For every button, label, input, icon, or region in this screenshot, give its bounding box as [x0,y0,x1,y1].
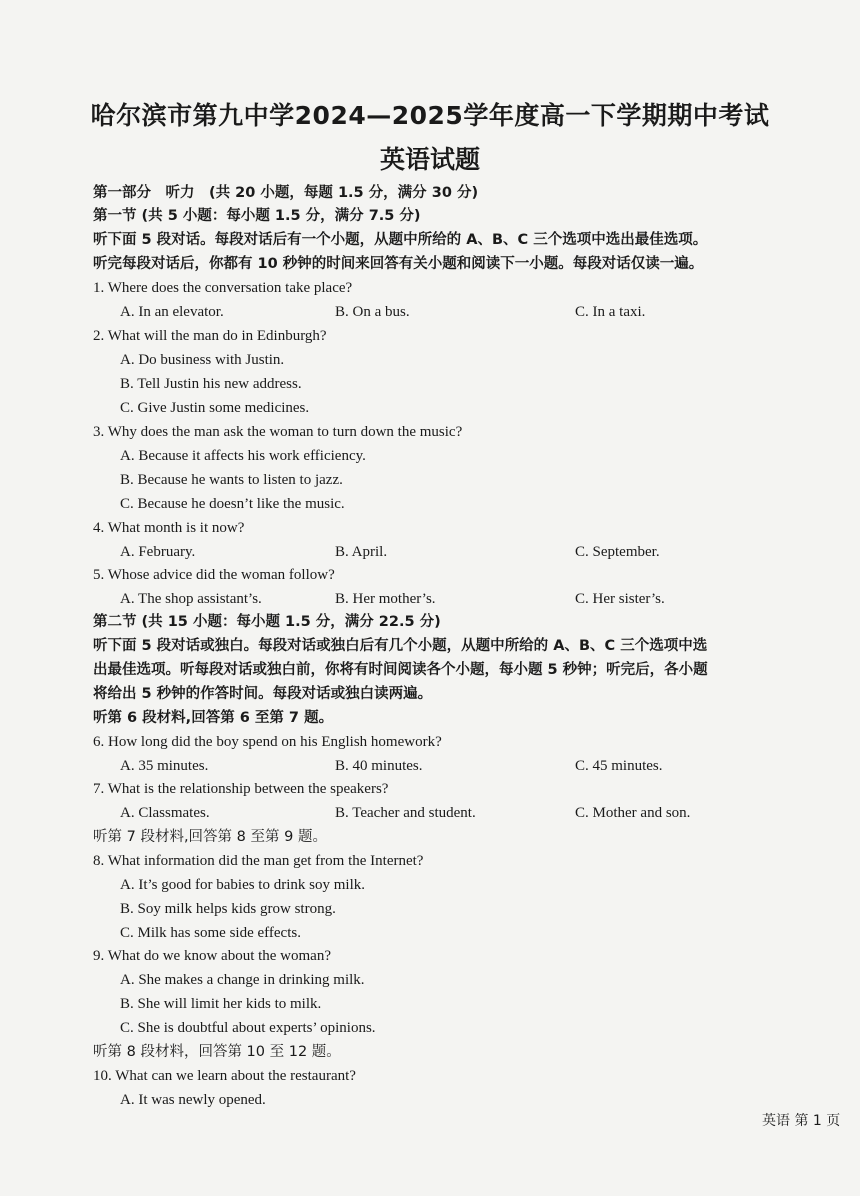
question-stem: 1. Where does the conversation take place? [93,280,353,296]
option-b: B. Soy milk helps kids grow strong. [120,901,336,917]
option-b: B. Tell Justin his new address. [120,376,302,392]
option-c: C. Milk has some side effects. [120,925,301,941]
option-b: B. 40 minutes. [335,758,423,774]
question-stem: 5. Whose advice did the woman follow? [93,567,335,583]
option-a: A. She makes a change in drinking milk. [120,972,365,988]
question-stem: 2. What will the man do in Edinburgh? [93,328,327,344]
option-a: A. It was newly opened. [120,1092,266,1108]
option-a: A. In an elevator. [120,304,224,320]
option-a: A. The shop assistant’s. [120,591,262,607]
option-c: C. Because he doesn’t like the music. [120,496,345,512]
option-a: A. It’s good for babies to drink soy milk. [120,877,365,893]
option-c: C. Her sister’s. [575,591,665,607]
option-c: C. September. [575,544,660,560]
option-a: A. 35 minutes. [120,758,209,774]
material-6-heading: 听第 6 段材料,回答第 6 至第 7 题。 [93,710,334,726]
exam-title: 哈尔滨市第九中学2024—2025学年度高一下学期期中考试 [90,101,770,130]
exam-subtitle: 英语试题 [379,145,480,174]
question-stem: 10. What can we learn about the restaurant? [93,1068,356,1084]
section2-instruction-3: 将给出 5 秒钟的作答时间。每段对话或独白读两遍。 [93,686,433,702]
question-stem: 6. How long did the boy spend on his English homework? [93,734,442,750]
option-a: A. February. [120,544,196,560]
option-c: C. Mother and son. [575,805,691,821]
option-b: B. April. [335,544,388,560]
section2-instruction-2: 出最佳选项。听每段对话或独白前，你将有时间阅读各个小题，每小题 5 秒钟；听完后，各小题 [93,662,708,678]
option-b: B. Her mother’s. [335,591,436,607]
option-b: B. On a bus. [335,304,410,320]
section2-instruction-1: 听下面 5 段对话或独白。每段对话或独白后有几个小题，从题中所给的 A、B、C 三个选项中选 [93,638,708,654]
section1-instruction-1: 听下面 5 段对话。每段对话后有一个小题，从题中所给的 A、B、C 三个选项中选出最佳选项。 [93,232,708,248]
question-stem: 8. What information did the man get from the Internet? [93,853,424,869]
page-number-label: 英语 第 1 页 [762,1113,841,1129]
option-c: C. 45 minutes. [575,758,663,774]
part1-heading: 第一部分 听力 (共 20 小题，每题 1.5 分，满分 30 分) [93,185,479,201]
section1-instruction-2: 听完每段对话后，你都有 10 秒钟的时间来回答有关小题和阅读下一小题。每段对话仅读一遍。 [93,256,704,272]
option-b: B. Because he wants to listen to jazz. [120,472,343,488]
question-stem: 9. What do we know about the woman? [93,948,332,964]
option-c: C. Give Justin some medicines. [120,400,310,416]
material-8-heading: 听第 8 段材料，回答第 10 至 12 题。 [93,1044,341,1060]
option-a: A. Do business with Justin. [120,352,285,368]
option-c: C. She is doubtful about experts’ opinions. [120,1020,376,1036]
option-a: A. Because it affects his work efficiency. [120,448,366,464]
option-b: B. She will limit her kids to milk. [120,996,322,1012]
section1-heading: 第一节 (共 5 小题：每小题 1.5 分，满分 7.5 分) [93,208,421,224]
material-7-heading: 听第 7 段材料,回答第 8 至第 9 题。 [93,829,327,845]
option-c: C. In a taxi. [575,304,646,320]
question-stem: 3. Why does the man ask the woman to turn down the music? [93,424,463,440]
option-a: A. Classmates. [120,805,210,821]
section2-heading: 第二节 (共 15 小题：每小题 1.5 分，满分 22.5 分) [93,614,441,630]
question-stem: 7. What is the relationship between the speakers? [93,781,389,797]
question-stem: 4. What month is it now? [93,520,245,536]
option-b: B. Teacher and student. [335,805,476,821]
